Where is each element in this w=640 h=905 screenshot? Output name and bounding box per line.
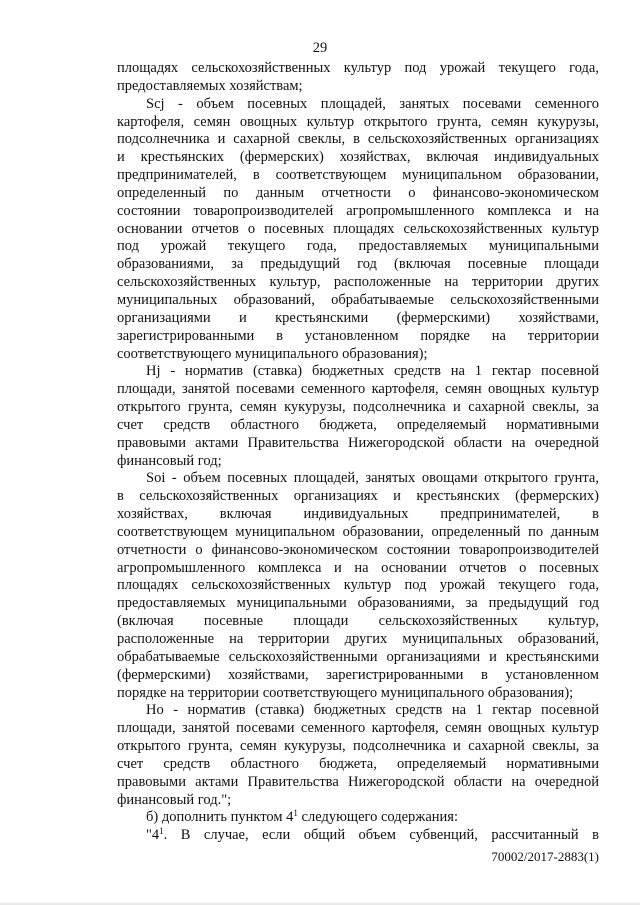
text-line: хозяйствах, включая индивидуальных предпринимателей, в bbox=[117, 506, 599, 523]
text-line: расположенные на территории других муниципальных образований, bbox=[117, 631, 599, 647]
text-line: соответствующего муниципального образования); bbox=[117, 345, 428, 362]
text-line: открытого грунта, семян кукурузы, подсолнечника и сахарной свеклы, за bbox=[117, 738, 599, 755]
text-line: соответствующем муниципальном образовании, определенный по данным bbox=[117, 523, 599, 540]
text-line: (включая посевные площади сельскохозяйственных культур, bbox=[117, 613, 599, 630]
text-line: "$4^1$. В случае, если общий объем субвенций, рассчитанный в bbox=[146, 826, 599, 844]
text-line: Hj - норматив (ставка) бюджетных средств на 1 гектар посевной bbox=[146, 363, 599, 380]
text-line: площади, занятой посевами семенного картофеля, семян овощных культур bbox=[117, 720, 599, 737]
text-line: и крестьянских (фермерских) хозяйствах, включая индивидуальных bbox=[117, 149, 599, 166]
text-line: муниципальных образований, обрабатываемые сельскохозяйственными bbox=[117, 291, 599, 308]
text-line: сельскохозяйственных культур, расположенные на территории других bbox=[117, 274, 599, 291]
text-line: основании отчетов о посевных площадях сельскохозяйственных культур bbox=[117, 220, 599, 237]
text-line: картофеля, семян овощных культур открытого грунта, семян кукурузы, bbox=[117, 113, 599, 130]
text-line: Scj - объем посевных площадей, занятых посевами семенного bbox=[146, 95, 599, 112]
text-line: состоянии товаропроизводителей агропромышленного комплекса и на bbox=[117, 202, 599, 219]
text-line: финансовый год."; bbox=[117, 791, 232, 808]
text-line: Soi - объем посевных площадей, занятых овощами открытого грунта, bbox=[146, 470, 599, 487]
superscript: 1 bbox=[293, 808, 298, 819]
text-line: площадях сельскохозяйственных культур под урожай текущего года, bbox=[117, 60, 599, 76]
text-line: организациями и крестьянскими (фермерскими) хозяйствами, bbox=[117, 309, 599, 326]
text-line: счет средств областного бюджета, определяемый нормативными bbox=[117, 416, 599, 433]
text-line: Ho - норматив (ставка) бюджетных средств на 1 гектар посевной bbox=[146, 702, 599, 719]
text-line: (фермерскими) хозяйствами, зарегистрированными в установленном bbox=[117, 666, 599, 683]
text-line: открытого грунта, семян кукурузы, подсолнечника и сахарной свеклы, за bbox=[117, 399, 599, 416]
text-line: предоставляемых хозяйствам; bbox=[117, 77, 303, 94]
text-line: предоставляемых муниципальными образованиями, за предыдущий год bbox=[117, 595, 599, 612]
text-line: порядке на территории соответствующего муниципального образования); bbox=[117, 684, 574, 701]
text-line: агропромышленного комплекса и на основании отчетов о посевных bbox=[117, 559, 599, 576]
bottom-edge-stripe bbox=[0, 901, 640, 905]
text-line: правовыми актами Правительства Нижегородской области на очередной bbox=[117, 434, 599, 451]
text-line: определенный по данным отчетности о финансово-экономическом bbox=[117, 184, 599, 201]
document-id: 70002/2017-2883(1) bbox=[491, 849, 599, 864]
text-line: предпринимателей, в соответствующем муниципальном образовании, bbox=[117, 167, 599, 184]
page-number: 29 bbox=[312, 40, 328, 56]
text-line: площади, занятой посевами семенного картофеля, семян овощных культур bbox=[117, 381, 599, 398]
text-line: обрабатываемые сельскохозяйственными организациями и крестьянскими bbox=[117, 648, 599, 665]
text-line: б) дополнить пунктом $4^1$ следующего содержания: bbox=[146, 808, 458, 826]
text-line: площадях сельскохозяйственных культур под урожай текущего года, bbox=[117, 577, 599, 594]
document-body bbox=[117, 60, 599, 845]
text-line: образованиями, за предыдущий год (включая посевные площади bbox=[117, 256, 599, 273]
text-line: финансовый год; bbox=[117, 452, 222, 469]
text-line: под урожай текущего года, предоставляемых муниципальными bbox=[117, 238, 599, 255]
text-line: подсолнечника и сахарной свеклы, в сельскохозяйственных организациях bbox=[117, 131, 599, 148]
superscript: 1 bbox=[159, 826, 164, 837]
text-line: зарегистрированными в установленном порядке на территории bbox=[117, 327, 599, 344]
text-line: правовыми актами Правительства Нижегородской области на очередной bbox=[117, 773, 599, 790]
text-line: в сельскохозяйственных организациях и крестьянских (фермерских) bbox=[117, 488, 599, 505]
text-line: счет средств областного бюджета, определяемый нормативными bbox=[117, 755, 599, 772]
text-line: отчетности о финансово-экономическом состоянии товаропроизводителей bbox=[117, 541, 599, 558]
